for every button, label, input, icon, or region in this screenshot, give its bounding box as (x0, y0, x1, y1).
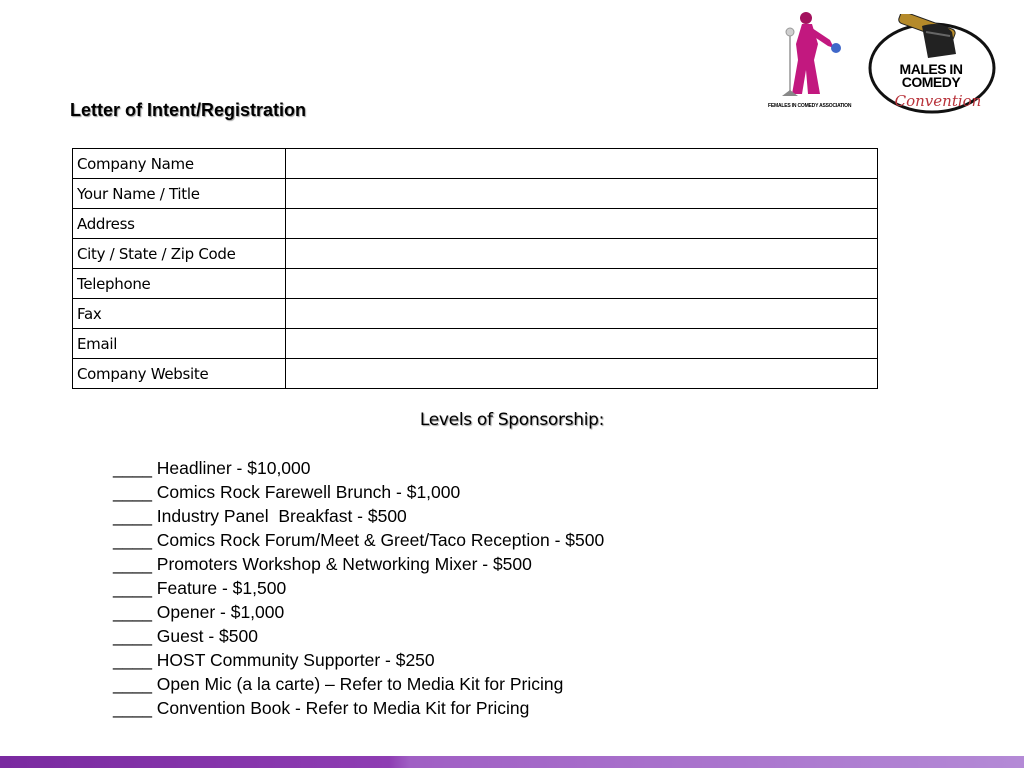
list-item: ____ HOST Community Supporter - $250 (113, 650, 435, 670)
table-row (73, 209, 878, 239)
females-in-comedy-caption: FEMALES IN COMEDY ASSOCIATION (768, 103, 852, 109)
company-name-label: Company Name (73, 149, 286, 179)
company-name-field[interactable] (286, 149, 878, 179)
list-item: ____ Industry Panel Breakfast - $500 (113, 506, 407, 526)
list-item: ____ Feature - $1,500 (113, 578, 287, 598)
list-item: ____ Comics Rock Forum/Meet & Greet/Taco Reception - $500 (113, 530, 605, 550)
your-name-title-field[interactable] (286, 179, 878, 209)
telephone-label: Telephone (73, 269, 286, 299)
convention-script-text: Convention (894, 92, 982, 110)
table-row (73, 329, 878, 359)
list-item: ____ Headliner - $10,000 (113, 458, 311, 478)
table-row (73, 149, 878, 179)
email-field[interactable] (286, 329, 878, 359)
company-website-label: Company Website (73, 359, 286, 389)
telephone-field[interactable] (286, 269, 878, 299)
address-field[interactable] (286, 209, 878, 239)
fax-label: Fax (73, 299, 286, 329)
your-name-title-label: Your Name / Title (73, 179, 286, 209)
list-item: ____ Guest - $500 (113, 626, 258, 646)
table-row (73, 359, 878, 389)
table-row (73, 299, 878, 329)
page-title: Letter of Intent/Registration (70, 100, 307, 120)
address-label: Address (73, 209, 286, 239)
female-comedian-silhouette-icon (768, 10, 848, 102)
company-website-field[interactable] (286, 359, 878, 389)
footer-accent-bar (0, 756, 1024, 768)
email-label: Email (73, 329, 286, 359)
sponsorship-levels-heading: Levels of Sponsorship: (419, 410, 605, 430)
list-item: ____ Convention Book - Refer to Media Kit for Pricing (113, 698, 530, 718)
list-item: ____ Opener - $1,000 (113, 602, 285, 622)
males-in-comedy-wordmark: MALES IN COMEDY (899, 61, 963, 90)
registration-form-table (72, 148, 878, 389)
list-item: ____ Open Mic (a la carte) – Refer to Media Kit for Pricing (113, 674, 564, 694)
males-in-comedy-logo (866, 14, 998, 116)
list-item: ____ Promoters Workshop & Networking Mixer - $500 (113, 554, 532, 574)
list-item: ____ Comics Rock Farewell Brunch - $1,000 (113, 482, 461, 502)
city-state-zip-label: City / State / Zip Code (73, 239, 286, 269)
table-row (73, 269, 878, 299)
table-row (73, 239, 878, 269)
females-in-comedy-logo (768, 10, 852, 114)
fax-field[interactable] (286, 299, 878, 329)
table-row (73, 179, 878, 209)
city-state-zip-field[interactable] (286, 239, 878, 269)
sponsorship-levels-list (113, 456, 604, 720)
